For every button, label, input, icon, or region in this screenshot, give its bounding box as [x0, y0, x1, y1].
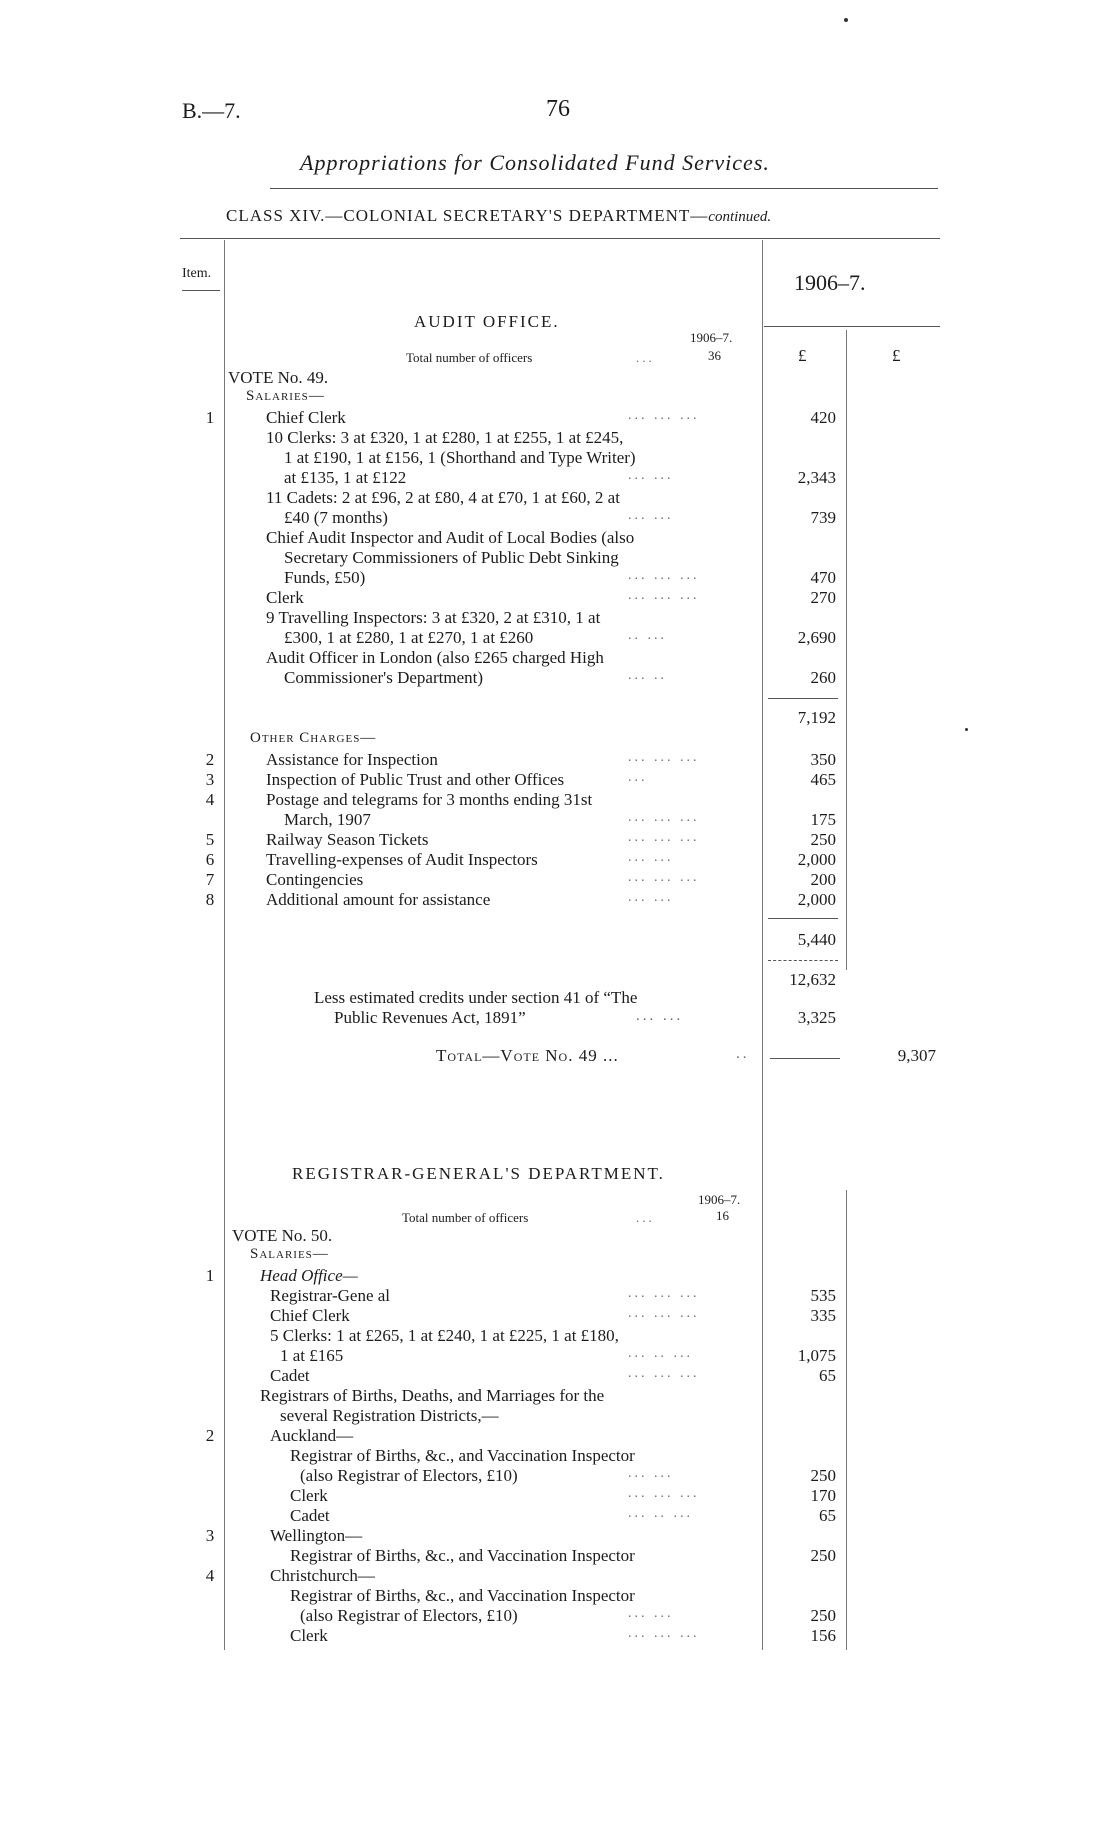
line-description: Clerk: [290, 1486, 328, 1505]
item-number: 1: [205, 1266, 215, 1285]
audit-salary-row: [0, 628, 1114, 648]
line-description: (also Registrar of Electors, £10): [300, 1466, 518, 1485]
leader-dots: ... ... ...: [628, 1306, 700, 1321]
audit-credits-line2: Public Revenues Act, 1891”: [334, 1008, 526, 1027]
document-reference: B.—7.: [182, 98, 241, 123]
leader-dots: ...: [628, 770, 648, 785]
line-amount: 470: [810, 568, 836, 587]
audit-credits-amount: 3,325: [797, 1008, 836, 1027]
line-description: 10 Clerks: 3 at £320, 1 at £280, 1 at £255, 1 at £245,: [266, 428, 624, 447]
registrar-officers-count: 16: [716, 1208, 729, 1223]
line-description: Inspection of Public Trust and other Offices: [266, 770, 565, 789]
item-header-rule: [182, 290, 220, 291]
registrar-salary-row: [0, 1566, 1114, 1586]
line-description: at £135, 1 at £122: [284, 468, 407, 487]
line-description: Head Office—: [260, 1266, 358, 1285]
leader-dots: ... ... ...: [628, 568, 700, 583]
line-description: Secretary Commissioners of Public Debt Sinking: [284, 548, 619, 567]
item-number: 1: [205, 408, 215, 427]
line-description: Audit Officer in London (also £265 charged High: [266, 648, 604, 667]
line-amount: 200: [810, 870, 836, 889]
audit-credits-dots: ... ...: [636, 1008, 684, 1024]
audit-salaries-total: 7,192: [797, 708, 836, 727]
line-description: Chief Clerk: [270, 1306, 350, 1325]
item-number: 3: [205, 1526, 215, 1545]
audit-other-total: 5,440: [797, 930, 836, 949]
registrar-salary-row: [0, 1346, 1114, 1366]
registrar-salaries-heading: Salaries—: [250, 1246, 329, 1262]
registrar-salary-row: [0, 1386, 1114, 1406]
audit-officers-dots: ...: [636, 350, 655, 365]
leader-dots: ... ...: [628, 1606, 674, 1621]
audit-salary-row: [0, 508, 1114, 528]
leader-dots: ... ... ...: [628, 830, 700, 845]
item-number: 5: [205, 830, 215, 849]
registrar-salary-row: [0, 1466, 1114, 1486]
line-description: Contingencies: [266, 870, 364, 889]
line-amount: 465: [810, 770, 836, 789]
line-amount: 335: [810, 1306, 836, 1325]
line-description: Additional amount for assistance: [266, 890, 491, 909]
line-description: Registrar of Births, &c., and Vaccination Inspector: [290, 1586, 635, 1605]
audit-vote-total-rule: [770, 1058, 840, 1059]
line-description: 5 Clerks: 1 at £265, 1 at £240, 1 at £225, 1 at £180,: [270, 1326, 619, 1345]
leader-dots: ... ...: [628, 468, 674, 483]
audit-salary-row: [0, 528, 1114, 548]
leader-dots: ... ... ...: [628, 1366, 700, 1381]
line-amount: 65: [819, 1366, 836, 1385]
registrar-salary-row: [0, 1326, 1114, 1346]
leader-dots: ... ...: [628, 890, 674, 905]
line-amount: 175: [810, 810, 836, 829]
registrar-salary-row: [0, 1306, 1114, 1326]
leader-dots: .. ...: [628, 628, 667, 643]
line-description: Postage and telegrams for 3 months ending 31st: [266, 790, 593, 809]
audit-vote-total-dots: ..: [736, 1046, 750, 1062]
audit-other-charge-row: [0, 830, 1114, 850]
audit-salaries-subtotal-rule: [768, 698, 838, 699]
line-description: Registrar-Gene al: [270, 1286, 391, 1305]
class-heading: [226, 206, 771, 226]
line-amount: 2,690: [797, 628, 836, 647]
line-amount: 2,343: [797, 468, 836, 487]
leader-dots: ... .. ...: [628, 1346, 693, 1361]
item-number: 2: [205, 750, 215, 769]
year-header-rule: [764, 326, 940, 327]
leader-dots: ... ... ...: [628, 810, 700, 825]
line-amount: 250: [810, 1466, 836, 1485]
audit-salary-row: [0, 588, 1114, 608]
audit-salaries-heading: Salaries—: [246, 388, 325, 404]
audit-salary-row: [0, 448, 1114, 468]
audit-salary-row: [0, 428, 1114, 448]
leader-dots: ... ... ...: [628, 750, 700, 765]
item-number: 6: [205, 850, 215, 869]
line-description: 11 Cadets: 2 at £96, 2 at £80, 4 at £70, 1 at £60, 2 at: [266, 488, 620, 507]
audit-salary-row: [0, 648, 1114, 668]
line-amount: 250: [810, 1546, 836, 1565]
line-description: Registrar of Births, &c., and Vaccination Inspector: [290, 1546, 635, 1565]
line-amount: 739: [810, 508, 836, 527]
registrar-salary-row: [0, 1426, 1114, 1446]
scan-speck: [965, 728, 968, 731]
registrar-officers-dots: ...: [636, 1210, 655, 1225]
audit-credits-line1: Less estimated credits under section 41 of “The: [314, 988, 638, 1007]
line-description: several Registration Districts,—: [280, 1406, 499, 1425]
scan-speck: [844, 18, 848, 22]
audit-other-charge-row: [0, 850, 1114, 870]
year-column-header: 1906–7.: [794, 270, 866, 295]
line-description: Cadet: [290, 1506, 330, 1525]
leader-dots: ... ...: [628, 1466, 674, 1481]
registrar-salary-row: [0, 1266, 1114, 1286]
registrar-officers-year: 1906–7.: [698, 1192, 741, 1207]
audit-salary-row: [0, 468, 1114, 488]
registrar-salary-row: [0, 1506, 1114, 1526]
audit-other-charge-row: [0, 870, 1114, 890]
line-description: Christchurch—: [270, 1566, 375, 1585]
line-amount: 2,000: [797, 850, 836, 869]
registrar-officers-label: Total number of officers: [402, 1210, 529, 1225]
audit-other-charge-row: [0, 890, 1114, 910]
registrar-salary-row: [0, 1486, 1114, 1506]
leader-dots: ... .. ...: [628, 1506, 693, 1521]
audit-salary-row: [0, 548, 1114, 568]
line-amount: 156: [810, 1626, 836, 1645]
page-number: 76: [546, 96, 570, 122]
title-rule: [270, 188, 938, 189]
line-amount: 270: [810, 588, 836, 607]
line-description: Registrar of Births, &c., and Vaccination Inspector: [290, 1446, 635, 1465]
registrar-salary-row: [0, 1366, 1114, 1386]
registrar-salary-row: [0, 1406, 1114, 1426]
registrar-vote-heading: VOTE No. 50.: [232, 1226, 333, 1245]
line-description: Auckland—: [270, 1426, 354, 1445]
leader-dots: ... ...: [628, 850, 674, 865]
line-description: Clerk: [290, 1626, 328, 1645]
item-number: 3: [205, 770, 215, 789]
line-amount: 350: [810, 750, 836, 769]
audit-officers-label: Total number of officers: [406, 350, 533, 365]
line-description: Clerk: [266, 588, 304, 607]
leader-dots: ... ... ...: [628, 1626, 700, 1641]
item-number: 7: [205, 870, 215, 889]
audit-vote-total-label: Total—Vote No. 49 ...: [436, 1046, 619, 1065]
line-amount: 65: [819, 1506, 836, 1525]
registrar-salary-row: [0, 1286, 1114, 1306]
line-description: £300, 1 at £280, 1 at £270, 1 at £260: [284, 628, 534, 647]
audit-salary-row: [0, 408, 1114, 428]
audit-vote-heading: VOTE No. 49.: [228, 368, 329, 387]
audit-other-charge-row: [0, 770, 1114, 790]
line-description: Cadet: [270, 1366, 310, 1385]
line-description: Wellington—: [270, 1526, 363, 1545]
item-number: 8: [205, 890, 215, 909]
audit-salary-row: [0, 608, 1114, 628]
line-amount: 260: [810, 668, 836, 687]
registrar-salary-row: [0, 1446, 1114, 1466]
line-description: (also Registrar of Electors, £10): [300, 1606, 518, 1625]
line-description: 1 at £190, 1 at £156, 1 (Shorthand and Type Writer): [284, 448, 636, 467]
audit-vote-total-amount: 9,307: [897, 1046, 936, 1065]
audit-officers-count: 36: [708, 348, 721, 363]
line-description: Funds, £50): [284, 568, 366, 587]
audit-other-charges-heading: Other Charges—: [250, 730, 377, 746]
registrar-salary-row: [0, 1526, 1114, 1546]
registrar-department-title: REGISTRAR-GENERAL'S DEPARTMENT.: [292, 1164, 665, 1183]
audit-officers-year: 1906–7.: [690, 330, 733, 345]
audit-other-charge-row: [0, 790, 1114, 810]
line-amount: 250: [810, 1606, 836, 1625]
line-description: Registrars of Births, Deaths, and Marriages for the: [260, 1386, 605, 1405]
audit-other-subtotal-rule: [768, 918, 838, 919]
registrar-salary-row: [0, 1586, 1114, 1606]
audit-gross-total: 12,632: [789, 970, 836, 989]
line-amount: 2,000: [797, 890, 836, 909]
item-number: 4: [205, 790, 215, 809]
line-description: 9 Travelling Inspectors: 3 at £320, 2 at £310, 1 at: [266, 608, 601, 627]
line-description: Commissioner's Department): [284, 668, 484, 687]
leader-dots: ... ... ...: [628, 1486, 700, 1501]
leader-dots: ... ... ...: [628, 870, 700, 885]
registrar-salary-row: [0, 1606, 1114, 1626]
line-description: Assistance for Inspection: [266, 750, 438, 769]
leader-dots: ... ... ...: [628, 588, 700, 603]
audit-gross-rule: [768, 960, 838, 961]
registrar-salary-row: [0, 1546, 1114, 1566]
line-description: £40 (7 months): [284, 508, 388, 527]
pound-header-total: £: [892, 346, 901, 365]
page-title: Appropriations for Consolidated Fund Services.: [300, 150, 770, 175]
line-description: Travelling-expenses of Audit Inspectors: [266, 850, 538, 869]
class-heading-text: CLASS XIV.—COLONIAL SECRETARY'S DEPARTMENT—: [226, 206, 709, 225]
table-top-rule: [180, 238, 940, 239]
audit-salary-row: [0, 568, 1114, 588]
item-number: 4: [205, 1566, 215, 1585]
audit-other-charge-row: [0, 750, 1114, 770]
leader-dots: ... ... ...: [628, 1286, 700, 1301]
leader-dots: ... ...: [628, 508, 674, 523]
line-amount: 535: [810, 1286, 836, 1305]
audit-salary-row: [0, 488, 1114, 508]
pound-header-amount: £: [798, 346, 807, 365]
leader-dots: ... ..: [628, 668, 667, 683]
line-description: Chief Clerk: [266, 408, 346, 427]
registrar-salary-row: [0, 1626, 1114, 1646]
line-amount: 250: [810, 830, 836, 849]
line-amount: 170: [810, 1486, 836, 1505]
line-description: Railway Season Tickets: [266, 830, 429, 849]
audit-other-charge-row: [0, 810, 1114, 830]
line-description: March, 1907: [284, 810, 371, 829]
leader-dots: ... ... ...: [628, 408, 700, 423]
line-amount: 1,075: [797, 1346, 836, 1365]
audit-office-title: AUDIT OFFICE.: [414, 312, 560, 331]
item-column-header: Item.: [182, 266, 212, 281]
audit-salary-row: [0, 668, 1114, 688]
line-amount: 420: [810, 408, 836, 427]
item-number: 2: [205, 1426, 215, 1445]
line-description: 1 at £165: [280, 1346, 344, 1365]
class-heading-suffix: continued.: [708, 209, 772, 225]
line-description: Chief Audit Inspector and Audit of Local Bodies (also: [266, 528, 635, 547]
